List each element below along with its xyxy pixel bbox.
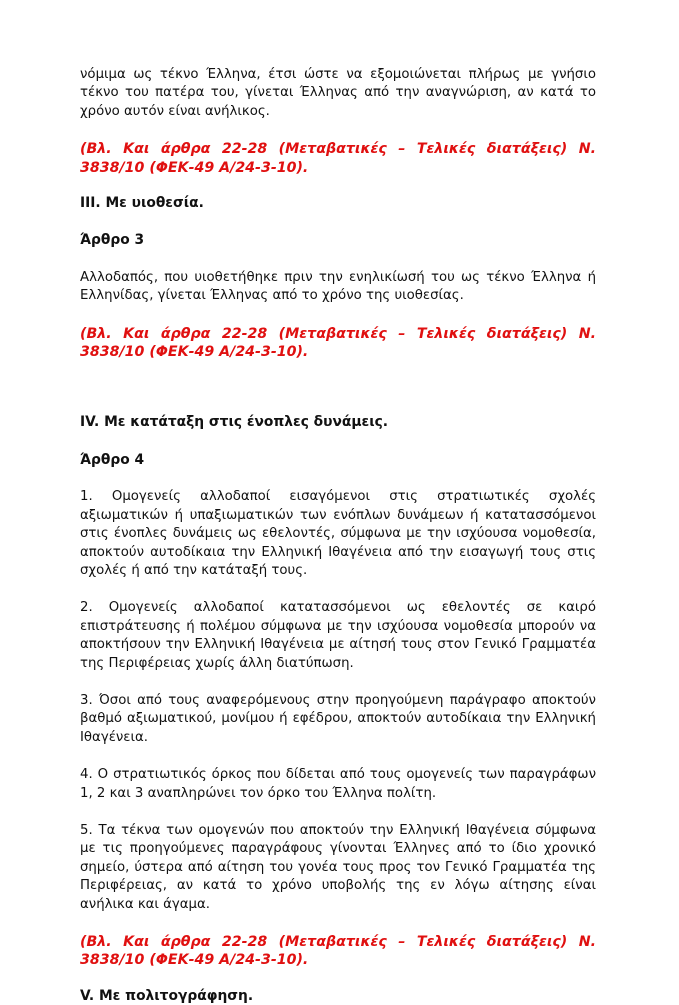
- intro-paragraph: νόμιμα ως τέκνο Έλληνα, έτσι ώστε να εξομοιώνεται πλήρως με γνήσιο τέκνο του πατέρα του, γίνεται Έλληνας από την αναγνώριση, αν κατά το χρόνο αυτόν είναι ανήλικος.: [80, 67, 596, 119]
- article-title: Άρθρο 3: [80, 232, 145, 249]
- article-paragraph: Αλλοδαπός, που υιοθετήθηκε πριν την ενηλικίωσή του ως τέκνο Έλληνα ή Ελληνίδας, γίνεται Έλληνας από το χρόνο της υιοθεσίας.: [80, 269, 596, 304]
- article-paragraph: 2. Ομογενείς αλλοδαποί κατατασσόμενοι ως εθελοντές σε καιρό επιστράτευσης ή πολέμου σύμφωνα με την ισχύουσα νομοθεσία μπορούν να αποκτήσουν την Ελληνική Ιθαγένεια με αίτησή τους στον Γενικό Γραμματέα της Περιφέρειας χωρίς άλλη διατύπωση.: [80, 600, 596, 671]
- section-heading: III. Με υιοθεσία.: [80, 195, 204, 212]
- reference-note: (Βλ. Και άρθρα 22-28 (Μεταβατικές – Τελικές διατάξεις) Ν. 3838/10 (ΦΕΚ-49 Α/24-3-10).: [80, 934, 596, 969]
- section-heading: IV. Με κατάταξη στις ένοπλες δυνάμεις.: [80, 414, 388, 431]
- document-page: [80, 66, 596, 1005]
- reference-note: (Βλ. Και άρθρα 22-28 (Μεταβατικές – Τελικές διατάξεις) Ν. 3838/10 (ΦΕΚ-49 Α/24-3-10).: [80, 325, 596, 361]
- article-paragraph: 3. Όσοι από τους αναφερόμενους στην προηγούμενη παράγραφο αποκτούν βαθμό αξιωματικού, μονίμου ή εφέδρου, αποκτούν αυτοδίκαια την Ελληνική Ιθαγένεια.: [80, 692, 596, 745]
- article-paragraph: 4. Ο στρατιωτικός όρκος που δίδεται από τους ομογενείς των παραγράφων 1, 2 και 3 αναπληρώνει τον όρκο του Έλληνα πολίτη.: [80, 767, 596, 801]
- article-title: Άρθρο 4: [80, 451, 145, 468]
- reference-note: (Βλ. Και άρθρα 22-28 (Μεταβατικές – Τελικές διατάξεις) Ν. 3838/10 (ΦΕΚ-49 Α/24-3-10).: [80, 141, 596, 176]
- article-paragraph: 5. Τα τέκνα των ομογενών που αποκτούν την Ελληνική Ιθαγένεια σύμφωνα με τις προηγούμενες παραγράφους γίνονται Έλληνες από το ίδιο χρονικό σημείο, ύστερα από αίτηση του γονέα τους προς τον Γενικό Γραμματέα της Περιφέρειας, αν κατά το χρόνο υποβολής της εν λόγω αίτησης είναι ανήλικα και άγαμα.: [80, 822, 596, 912]
- section-heading: V. Με πολιτογράφηση.: [80, 987, 254, 1004]
- article-paragraph: 1. Ομογενείς αλλοδαποί εισαγόμενοι στις στρατιωτικές σχολές αξιωματικών ή υπαξιωματικών των ενόπλων δυνάμεων ή κατατασσόμενοι στις ένοπλες δυνάμεις ως εθελοντές, σύμφωνα με την ισχύουσα νομοθεσία, αποκτούν αυτοδίκαια την Ελληνική Ιθαγένεια από την εισαγωγή τους στις σχολές ή από την κατάταξή τους.: [80, 489, 596, 578]
